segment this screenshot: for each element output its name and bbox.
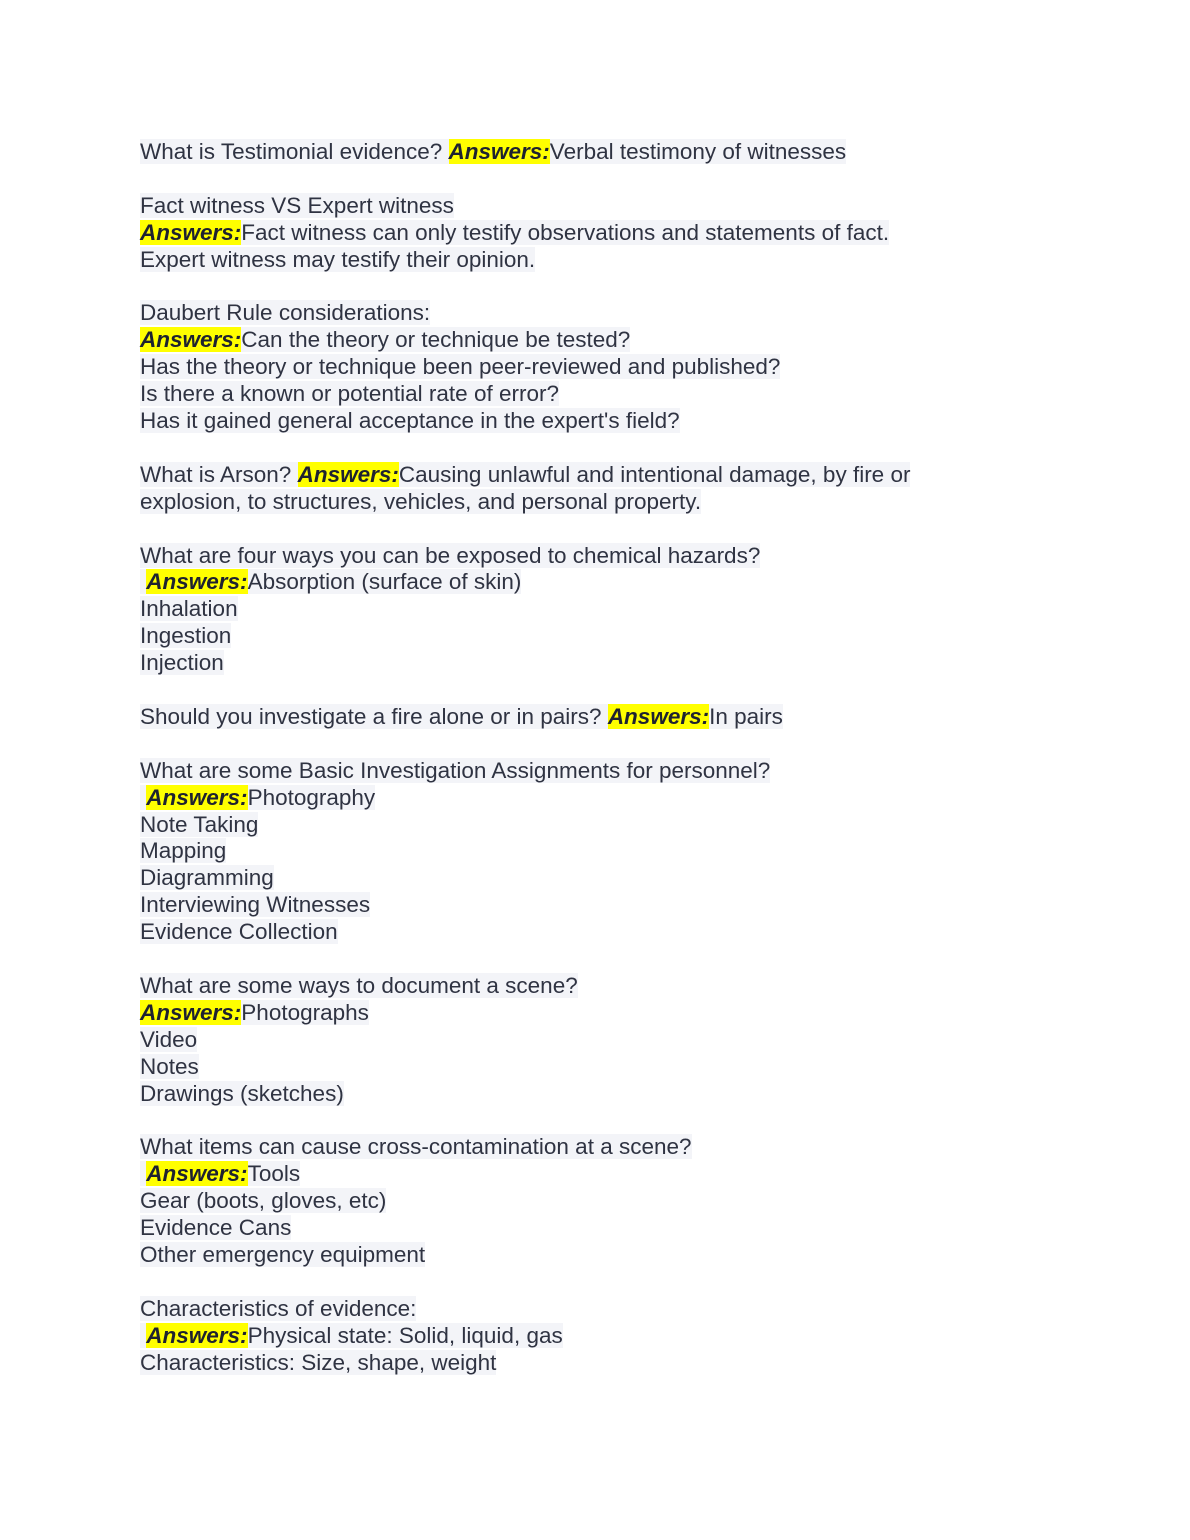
answer-text: Photographs	[241, 999, 369, 1025]
answer-line: Evidence Collection	[140, 919, 338, 945]
answers-label: Answers:	[297, 461, 399, 487]
answer-line: Drawings (sketches)	[140, 1080, 344, 1106]
answer-text: Causing unlawful and intentional damage, by fire or	[398, 461, 911, 487]
answer-text: Fact witness can only testify observations and statements of fact.	[241, 219, 890, 245]
answer-line: Expert witness may testify their opinion.	[140, 246, 536, 272]
qa-item-testimonial-evidence	[140, 139, 1140, 166]
answer-line: Diagramming	[140, 865, 274, 891]
question-text: What items can cause cross-contamination at a scene?	[140, 1134, 692, 1160]
qa-item-alone-or-pairs	[140, 704, 1140, 731]
document-page	[140, 139, 1140, 1403]
answer-line: Inhalation	[140, 596, 238, 622]
answer-text: In pairs	[709, 703, 783, 729]
answer-line: Evidence Cans	[140, 1215, 292, 1241]
question-text: Daubert Rule considerations:	[140, 300, 431, 326]
answer-text: Can the theory or technique be tested?	[241, 327, 631, 353]
answer-line: Notes	[140, 1053, 199, 1079]
qa-item-characteristics-of-evidence	[140, 1296, 1140, 1377]
answer-line: Gear (boots, gloves, etc)	[140, 1188, 387, 1214]
qa-item-investigation-assignments	[140, 758, 1140, 946]
answer-line: Mapping	[140, 838, 227, 864]
answer-line: Note Taking	[140, 811, 259, 837]
answers-label: Answers:	[140, 327, 242, 353]
answers-label: Answers:	[607, 703, 710, 729]
answer-line: Video	[140, 1026, 198, 1052]
question-text: What is Testimonial evidence?	[140, 139, 443, 164]
answers-label: Answers:	[140, 219, 242, 245]
answer-line: Injection	[140, 650, 224, 676]
qa-item-fact-vs-expert-witness	[140, 193, 1140, 274]
question-text: What is Arson?	[140, 461, 292, 487]
answer-line: Is there a known or potential rate of error?	[140, 381, 559, 407]
question-text: Characteristics of evidence:	[140, 1295, 417, 1321]
question-text: Fact witness VS Expert witness	[140, 192, 454, 218]
answer-text: Absorption (surface of skin)	[247, 569, 522, 595]
answers-label: Answers:	[146, 784, 248, 810]
answers-label: Answers:	[146, 569, 248, 595]
answers-label: Answers:	[146, 1322, 248, 1348]
answers-label: Answers:	[146, 1161, 248, 1187]
answer-line: Ingestion	[140, 623, 232, 649]
qa-item-arson	[140, 462, 1140, 516]
answer-line: explosion, to structures, vehicles, and personal property.	[140, 488, 702, 514]
answers-label: Answers:	[448, 139, 550, 164]
answer-line: Characteristics: Size, shape, weight	[140, 1349, 497, 1375]
question-text: What are four ways you can be exposed to chemical hazards?	[140, 542, 761, 568]
answer-text: Physical state: Solid, liquid, gas	[247, 1322, 563, 1348]
answer-text: Tools	[247, 1161, 301, 1187]
qa-item-document-scene	[140, 973, 1140, 1108]
qa-item-cross-contamination	[140, 1134, 1140, 1269]
answers-label: Answers:	[140, 999, 242, 1025]
question-text: Should you investigate a fire alone or in pairs?	[140, 703, 602, 729]
question-text: What are some Basic Investigation Assignments for personnel?	[140, 757, 771, 783]
answer-line: Has the theory or technique been peer-reviewed and published?	[140, 354, 781, 380]
qa-item-chemical-hazards	[140, 543, 1140, 678]
answer-line: Has it gained general acceptance in the expert's field?	[140, 408, 680, 434]
answer-text: Verbal testimony of witnesses	[549, 139, 847, 164]
answer-line: Other emergency equipment	[140, 1242, 426, 1268]
answer-line: Interviewing Witnesses	[140, 892, 371, 918]
qa-item-daubert-rule	[140, 300, 1140, 435]
question-text: What are some ways to document a scene?	[140, 972, 578, 998]
answer-text: Photography	[247, 784, 376, 810]
